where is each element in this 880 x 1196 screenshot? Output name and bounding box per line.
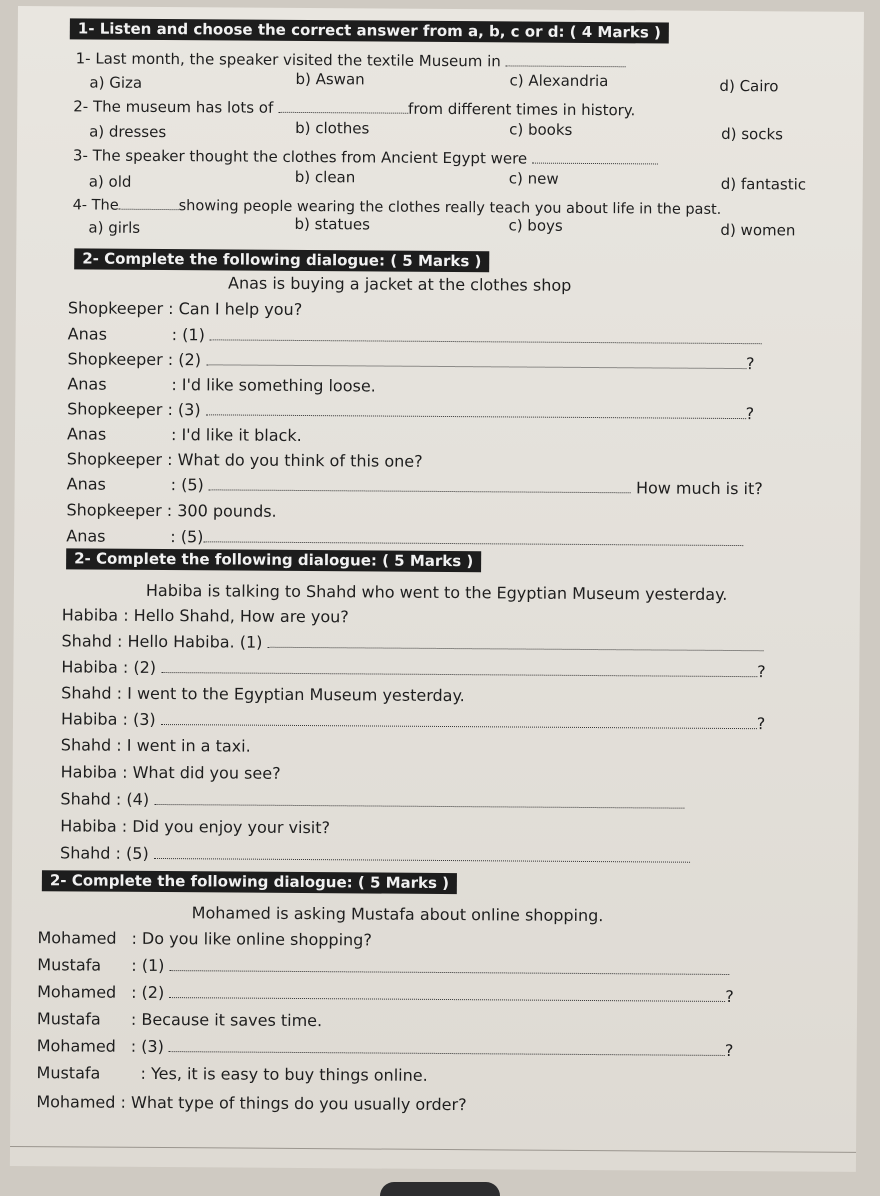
s4-line-1 bbox=[37, 928, 371, 949]
speaker-habiba: Habiba bbox=[60, 762, 118, 782]
section3-context: Habiba is talking to Shahd who went to the Egyptian Museum yesterday. bbox=[145, 580, 728, 604]
answer-blank[interactable] bbox=[154, 844, 690, 863]
s3-line-8 bbox=[60, 789, 684, 812]
answer-blank[interactable] bbox=[161, 658, 757, 677]
q1-option-b[interactable]: b) Aswan bbox=[295, 69, 365, 89]
speaker-anas: Anas bbox=[66, 474, 106, 494]
q4-option-b[interactable]: b) statues bbox=[294, 214, 371, 234]
question-3-text: 3- The speaker thought the clothes from Ancient Egypt were bbox=[72, 146, 528, 168]
worksheet-page bbox=[10, 6, 864, 1172]
s3-line-5 bbox=[61, 709, 765, 733]
question-3 bbox=[73, 145, 658, 168]
answer-blank[interactable] bbox=[209, 475, 631, 493]
answer-blank[interactable] bbox=[169, 983, 725, 1002]
line-text: : What do you think of this one? bbox=[167, 450, 423, 471]
q3-option-a[interactable]: a) old bbox=[88, 172, 132, 191]
question-2 bbox=[73, 96, 635, 119]
dark-object-bottom bbox=[380, 1182, 500, 1196]
speaker-anas: Anas bbox=[67, 324, 108, 344]
s3-line-6 bbox=[61, 735, 251, 755]
answer-blank[interactable] bbox=[169, 1037, 725, 1056]
s2-line-3 bbox=[67, 349, 754, 373]
s3-line-4 bbox=[61, 683, 465, 705]
q2-option-d[interactable]: d) socks bbox=[721, 124, 784, 144]
line-end: ? bbox=[745, 404, 755, 424]
q3-option-c[interactable]: c) new bbox=[508, 169, 559, 188]
answer-blank[interactable] bbox=[154, 790, 684, 809]
line-end: ? bbox=[757, 662, 766, 682]
s3-line-10 bbox=[60, 843, 690, 866]
speaker-shopkeeper: Shopkeeper bbox=[67, 399, 163, 420]
line-text: : (2) bbox=[167, 350, 202, 370]
line-text: : (4) bbox=[115, 789, 150, 809]
q3-option-d[interactable]: d) fantastic bbox=[720, 174, 807, 194]
line-end: ? bbox=[724, 1040, 734, 1061]
answer-blank[interactable] bbox=[506, 51, 626, 67]
s4-line-5 bbox=[37, 1036, 734, 1060]
line-text: : I'd like something loose. bbox=[171, 375, 376, 396]
s2-line-5 bbox=[67, 399, 754, 423]
question-4 bbox=[73, 194, 722, 218]
line-text: : 300 pounds. bbox=[166, 501, 277, 521]
line-text: : I'd like it black. bbox=[170, 425, 302, 445]
line-text: : Hello Shahd, How are you? bbox=[123, 605, 349, 627]
answer-blank[interactable] bbox=[267, 633, 763, 651]
section4-title: 2- Complete the following dialogue: ( 5 Marks ) bbox=[42, 870, 457, 894]
speaker-mohamed: Mohamed bbox=[37, 928, 117, 948]
section2-context: Anas is buying a jacket at the clothes shop bbox=[228, 273, 572, 295]
line-text: : (5) bbox=[170, 527, 204, 547]
q2-option-c[interactable]: c) books bbox=[509, 120, 573, 139]
speaker-shopkeeper: Shopkeeper bbox=[66, 449, 163, 470]
speaker-anas: Anas bbox=[67, 374, 107, 394]
s3-line-2 bbox=[62, 631, 764, 655]
answer-blank[interactable] bbox=[203, 527, 743, 546]
question-2-text-end: from different times in history. bbox=[408, 99, 636, 120]
speaker-mustafa: Mustafa bbox=[37, 955, 102, 975]
answer-blank[interactable] bbox=[210, 325, 762, 344]
speaker-anas: Anas bbox=[66, 526, 106, 546]
speaker-shopkeeper: Shopkeeper bbox=[67, 349, 163, 370]
speaker-shahd: Shahd bbox=[60, 735, 112, 755]
line-text: : I went to the Egyptian Museum yesterday. bbox=[116, 683, 465, 706]
line-text: : Hello Habiba. (1) bbox=[117, 631, 263, 652]
speaker-shahd: Shahd bbox=[61, 683, 112, 703]
question-4-text-start: 4- The bbox=[72, 197, 119, 214]
s2-line-9 bbox=[66, 500, 276, 520]
line-text: : (5) bbox=[115, 843, 149, 863]
q1-option-a[interactable]: a) Giza bbox=[89, 73, 143, 92]
line-text: : What type of things do you usually order? bbox=[120, 1092, 467, 1115]
question-1 bbox=[76, 48, 626, 71]
answer-blank[interactable] bbox=[278, 98, 408, 114]
speaker-mohamed: Mohamed bbox=[36, 1036, 116, 1056]
s3-line-1 bbox=[62, 605, 349, 626]
line-text: : Do you like online shopping? bbox=[131, 928, 372, 950]
answer-blank[interactable] bbox=[161, 710, 757, 729]
page-bottom-edge bbox=[10, 1146, 856, 1153]
answer-blank[interactable] bbox=[170, 956, 730, 975]
speaker-shopkeeper: Shopkeeper bbox=[67, 298, 164, 319]
speaker-shahd: Shahd bbox=[60, 843, 111, 863]
answer-blank[interactable] bbox=[119, 195, 179, 210]
question-4-text-end: showing people wearing the clothes really teach you about life in the past. bbox=[178, 198, 722, 218]
s2-line-6 bbox=[67, 424, 302, 445]
q4-option-c[interactable]: c) boys bbox=[508, 216, 563, 235]
line-text: : Did you enjoy your visit? bbox=[121, 816, 331, 838]
s2-line-2 bbox=[68, 324, 762, 348]
line-text: : I went in a taxi. bbox=[116, 735, 251, 756]
section4-context: Mohamed is asking Mustafa about online shopping. bbox=[191, 903, 604, 926]
speaker-mohamed: Mohamed bbox=[37, 982, 117, 1002]
line-text: : (3) bbox=[167, 400, 201, 420]
line-text: : (3) bbox=[122, 709, 156, 729]
s2-line-8 bbox=[67, 474, 763, 498]
s2-line-7 bbox=[67, 449, 423, 470]
q3-option-b[interactable]: b) clean bbox=[294, 167, 356, 187]
speaker-mustafa: Mustafa bbox=[36, 1063, 101, 1083]
line-text: : (3) bbox=[130, 1036, 164, 1057]
line-text: : (5) bbox=[170, 475, 204, 495]
s4-line-3 bbox=[37, 982, 734, 1006]
answer-blank[interactable] bbox=[206, 400, 746, 419]
speaker-shahd: Shahd bbox=[61, 631, 113, 651]
speaker-mustafa: Mustafa bbox=[36, 1009, 101, 1029]
s2-line-1-wrap bbox=[68, 298, 302, 319]
s2-line-4 bbox=[67, 374, 376, 395]
s3-line-7 bbox=[61, 762, 281, 783]
line-end: ? bbox=[745, 354, 755, 374]
section1-title: 1- Listen and choose the correct answer from a, b, c or d: ( 4 Marks ) bbox=[70, 18, 669, 43]
speaker-mohamed: Mohamed bbox=[36, 1092, 116, 1112]
speaker-habiba: Habiba bbox=[60, 709, 118, 729]
s4-line-2 bbox=[37, 955, 729, 979]
line-text: : (1) bbox=[131, 955, 165, 976]
line-text: : Can I help you? bbox=[168, 299, 303, 319]
answer-blank[interactable] bbox=[206, 350, 746, 369]
s4-line-7 bbox=[36, 1092, 466, 1114]
line-text: : (2) bbox=[122, 657, 157, 677]
q1-option-c[interactable]: c) Alexandria bbox=[509, 71, 609, 91]
line-end: ? bbox=[756, 714, 766, 734]
line-text: : Because it saves time. bbox=[130, 1009, 323, 1031]
line-end: How much is it? bbox=[635, 478, 763, 499]
line-text: : What did you see? bbox=[122, 762, 281, 783]
question-1-text: 1- Last month, the speaker visited the textile Museum in bbox=[75, 49, 501, 71]
line-end: ? bbox=[725, 986, 734, 1007]
q4-option-a[interactable]: a) girls bbox=[88, 218, 141, 237]
section3-title: 2- Complete the following dialogue: ( 5 Marks ) bbox=[66, 548, 481, 572]
q1-option-d[interactable]: d) Cairo bbox=[719, 76, 779, 96]
s4-line-6 bbox=[36, 1063, 427, 1085]
s3-line-9 bbox=[60, 816, 330, 837]
line-text: : (1) bbox=[171, 325, 205, 345]
speaker-shopkeeper: Shopkeeper bbox=[66, 500, 162, 521]
line-text: : Yes, it is easy to buy things online. bbox=[140, 1063, 428, 1085]
speaker-shahd: Shahd bbox=[60, 789, 111, 809]
speaker-anas: Anas bbox=[66, 424, 107, 444]
speaker-habiba: Habiba bbox=[60, 816, 117, 836]
section2-title: 2- Complete the following dialogue: ( 5 Marks ) bbox=[74, 248, 489, 272]
line-text: : (2) bbox=[131, 982, 165, 1003]
question-2-text-start: 2- The museum has lots of bbox=[73, 97, 274, 117]
speaker-habiba: Habiba bbox=[61, 605, 119, 625]
s3-line-3 bbox=[61, 657, 765, 681]
q2-option-b[interactable]: b) clothes bbox=[295, 118, 370, 138]
q4-option-d[interactable]: d) women bbox=[720, 220, 796, 240]
q2-option-a[interactable]: a) dresses bbox=[89, 122, 167, 142]
s2-line-10 bbox=[66, 526, 743, 550]
s4-line-4 bbox=[37, 1009, 322, 1030]
speaker-habiba: Habiba bbox=[61, 657, 118, 677]
answer-blank[interactable] bbox=[532, 149, 658, 165]
